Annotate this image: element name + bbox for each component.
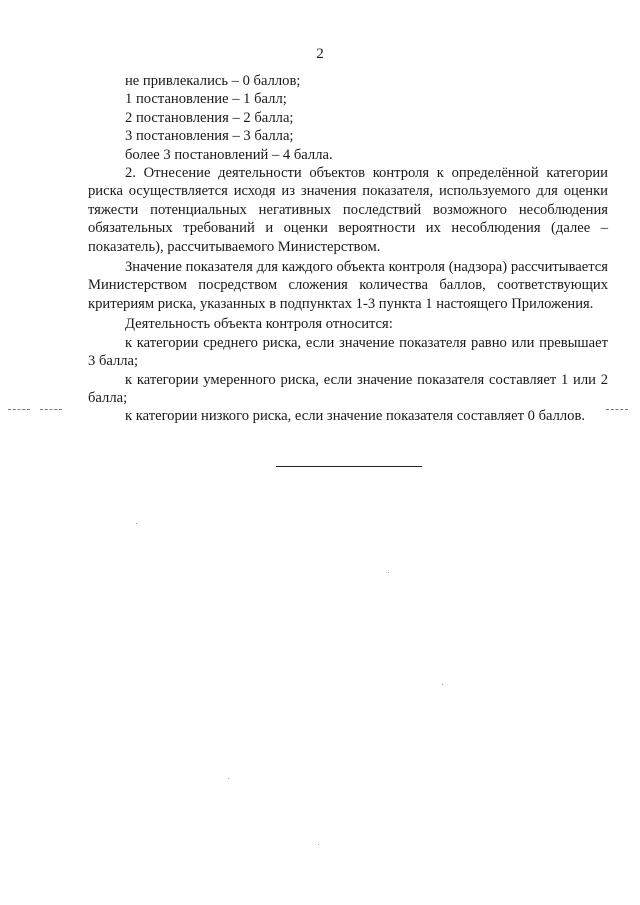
score-line: более 3 постановлений – 4 балла.: [125, 146, 333, 163]
scan-artifact-mark: [8, 409, 30, 410]
scan-artifact-dot: [442, 684, 443, 685]
scan-artifact-dot: [136, 523, 137, 524]
scan-artifact-mark: [606, 409, 628, 410]
scan-artifact-dot: [228, 778, 229, 779]
scan-artifact-dot: [318, 844, 319, 845]
risk-assignment-paragraph: 2. Отнесение деятельности объектов контроля к определённой категории риска осуществляется исходя из значения показателя, используемого для оценки тяжести потенциальных негативных последствий возможного несоблюдения обязательных требований и оценки вероятности их несоблюдения (далее – показатель), рассчитываемого Министерством.: [88, 165, 608, 255]
score-line: 3 постановления – 3 балла;: [125, 128, 294, 145]
low-risk-paragraph: к категории низкого риска, если значение показателя составляет 0 баллов.: [125, 408, 586, 425]
closing-rule: [276, 466, 422, 467]
score-line: не привлекались – 0 баллов;: [125, 73, 301, 89]
score-line: 2 постановления – 2 балла;: [125, 109, 294, 126]
scan-artifact-dot: [388, 572, 389, 573]
medium-risk-paragraph: к категории среднего риска, если значение показателя равно или превышает 3 балла;: [88, 334, 608, 370]
score-line: 1 постановление – 1 балл;: [125, 91, 287, 108]
document-body: [88, 72, 608, 426]
page-number: 2: [316, 46, 324, 62]
activity-classification-intro: Деятельность объекта контроля относится:: [125, 316, 393, 333]
moderate-risk-paragraph: к категории умеренного риска, если значение показателя составляет 1 или 2 балла;: [88, 371, 608, 406]
indicator-calculation-paragraph: Значение показателя для каждого объекта контроля (надзора) рассчитывается Министерством посредством сложения количества баллов, соответствующих критериям риска, указанных в подпунктах 1-3 пункта 1 настоящего Приложения.: [88, 259, 608, 312]
scan-artifact-mark: [40, 409, 62, 410]
